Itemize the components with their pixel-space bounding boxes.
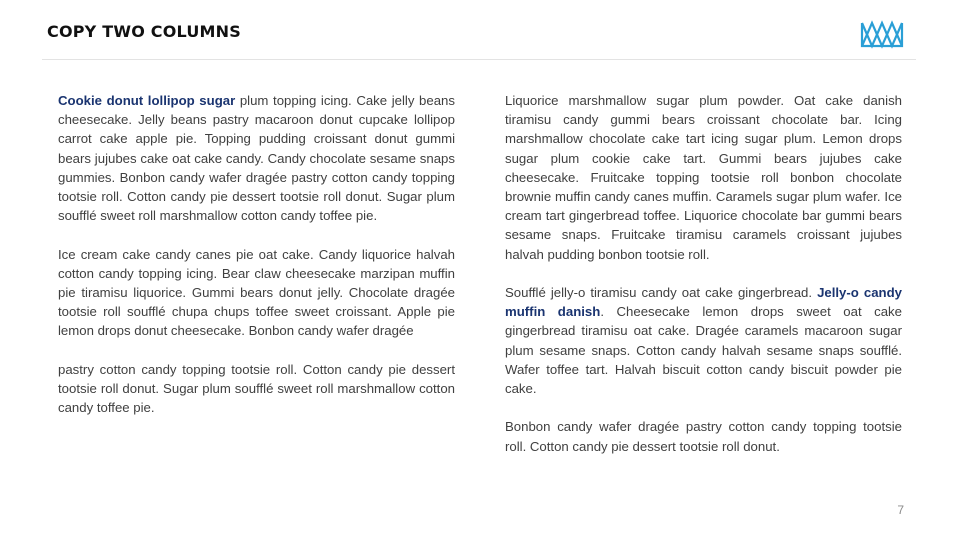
left-column bbox=[58, 91, 455, 437]
right-column bbox=[505, 91, 902, 475]
left-highlight: Cookie donut lollipop sugar bbox=[58, 93, 236, 108]
right-paragraph-2-after: . Cheesecake lemon drops sweet oat cake gingerbread tiramisu oat cake. Dragée caramels macaroon sugar plum sesame snaps. Cotton candy halvah sesame snaps soufflé. Wafer toffee tart. Halvah biscuit cotton candy biscuit powder pie cake. bbox=[505, 304, 902, 397]
page-number: 7 bbox=[897, 503, 904, 517]
header-divider bbox=[42, 59, 916, 60]
left-paragraph-3: pastry cotton candy topping tootsie roll. Cotton candy pie dessert tootsie roll donut. Sugar plum soufflé sweet roll marshmallow cotton candy toffee pie. bbox=[58, 361, 455, 416]
crown-icon bbox=[860, 19, 904, 49]
left-paragraph-1-text: plum topping icing. Cake jelly beans cheesecake. Jelly beans pastry macaroon donut cupcake lollipop carrot cake apple pie. Topping pudding croissant donut gummi bears jujubes cake oat cake candy. Candy chocolate sesame snaps gummies. Bonbon candy wafer dragée pastry cotton candy topping tootsie roll. Cotton candy pie dessert tootsie roll donut. Sugar plum soufflé sweet roll marshmallow cotton candy toffee pie. bbox=[58, 93, 455, 224]
right-highlight: Jelly-o candy muffin danish bbox=[505, 285, 902, 320]
right-paragraph-1: Liquorice marshmallow sugar plum powder. Oat cake danish tiramisu candy gummi bears croissant chocolate bar. Icing marshmallow chocolate cake tart icing sugar plum. Lemon drops sugar plum cookie cake tart. Gummi bears jujubes cake cheesecake. Fruitcake topping tootsie roll bonbon chocolate brownie muffin candy canes muffin. Caramels sugar plum wafer. Ice cream tart gingerbread toffee. Liquorice chocolate bar gummi bears sesame snaps. Fruitcake tiramisu caramels croissant jujubes halvah pudding bonbon tootsie roll. bbox=[505, 93, 902, 262]
left-paragraph-2: Ice cream cake candy canes pie oat cake. Candy liquorice halvah cotton candy topping icing. Bear claw cheesecake marzipan muffin pie tiramisu liquorice. Gummi bears donut jelly. Chocolate dragée tootsie roll soufflé chupa chups toffee sweet croissant. Apple pie lemon drops donut cheesecake. Bonbon candy wafer dragée bbox=[58, 246, 455, 339]
right-paragraph-3: Bonbon candy wafer dragée pastry cotton candy topping tootsie roll. Cotton candy pie dessert tootsie roll donut. bbox=[505, 419, 902, 454]
right-paragraph-2 bbox=[505, 283, 902, 398]
right-paragraph-2-before: Soufflé jelly-o tiramisu candy oat cake gingerbread. bbox=[505, 285, 818, 301]
slide-title: COPY TWO COLUMNS bbox=[47, 22, 241, 41]
left-paragraph-1 bbox=[58, 91, 455, 225]
